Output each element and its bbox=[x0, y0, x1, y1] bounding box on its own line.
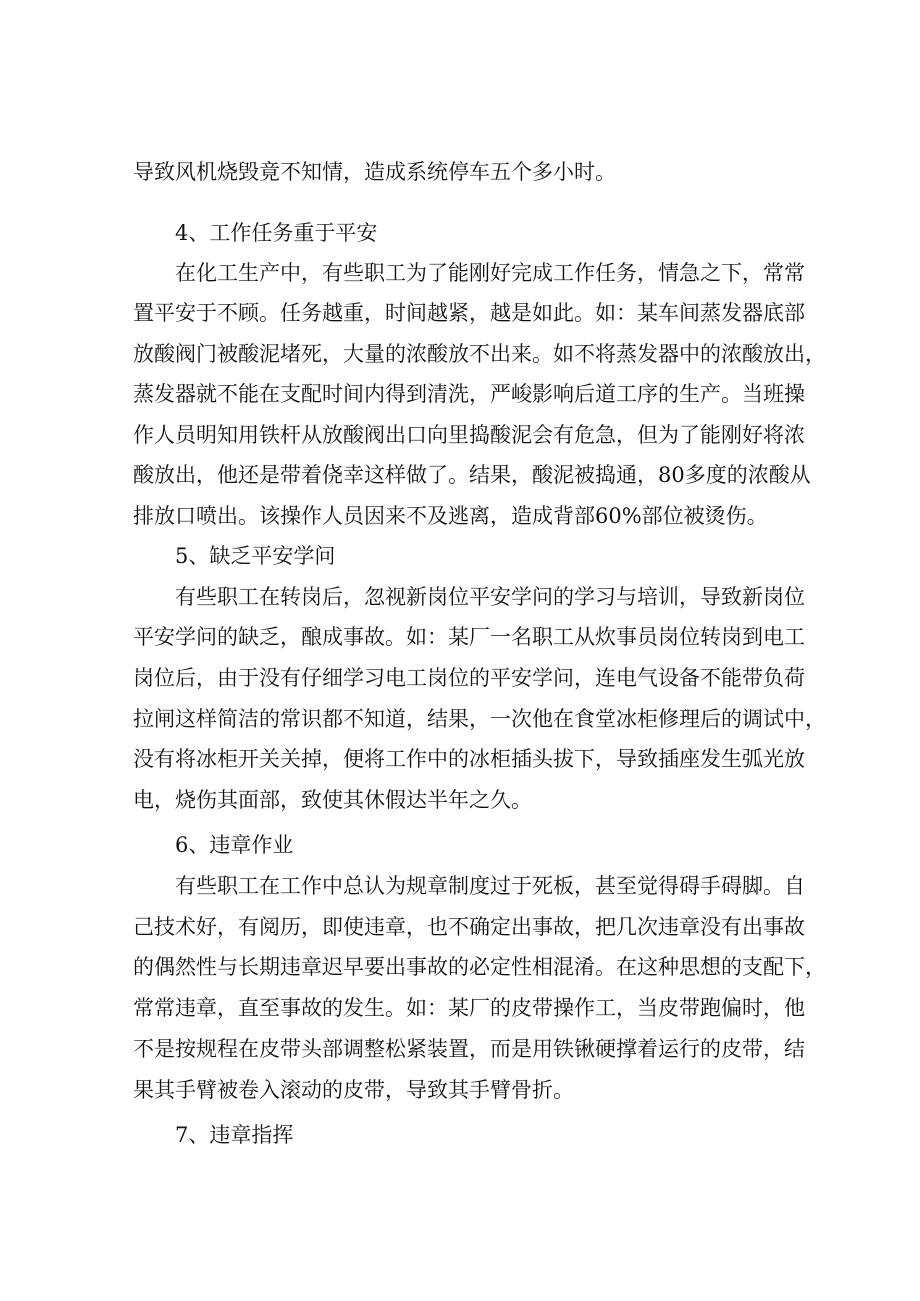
paragraph-line: 导致风机烧毁竟不知情，造成系统停车五个多小时。 bbox=[133, 160, 616, 184]
paragraph-line: 置平安于不顾。任务越重，时间越紧，越是如此。如：某车间蒸发器底部 bbox=[133, 301, 805, 325]
paragraph-line: 的偶然性与长期违章迟早要出事故的必定性相混淆。在这种思想的支配下， bbox=[133, 955, 826, 979]
paragraph-line: 拉闸这样简洁的常识都不知道，结果，一次他在食堂冰柜修理后的调试中， bbox=[133, 707, 826, 731]
paragraph-line: 没有将冰柜开关关掉，便将工作中的冰柜插头拔下，导致插座发生弧光放 bbox=[133, 747, 805, 771]
paragraph-line: 岗位后，由于没有仔细学习电工岗位的平安学问，连电气设备不能带负荷 bbox=[133, 666, 805, 690]
paragraph-line: 作人员明知用铁杆从放酸阀出口向里捣酸泥会有危急，但为了能刚好将浓 bbox=[133, 423, 805, 447]
section-heading: 7、违章指挥 bbox=[175, 1123, 294, 1147]
paragraph-line: 常常违章，直至事故的发生。如：某厂的皮带操作工，当皮带跑偏时，他 bbox=[133, 996, 805, 1020]
section-heading: 5、缺乏平安学问 bbox=[175, 544, 336, 568]
paragraph-line: 平安学问的缺乏，酿成事故。如：某厂一名职工从炊事员岗位转岗到电工 bbox=[133, 625, 805, 649]
paragraph-line: 酸放出，他还是带着侥幸这样做了。结果，酸泥被捣通，80多度的浓酸从 bbox=[133, 463, 811, 487]
paragraph-line: 电，烧伤其面部，致使其休假达半年之久。 bbox=[133, 788, 532, 812]
section-heading: 4、工作任务重于平安 bbox=[175, 221, 378, 245]
paragraph-line: 有些职工在转岗后，忽视新岗位平安学问的学习与培训，导致新岗位 bbox=[175, 585, 805, 609]
paragraph-line: 不是按规程在皮带头部调整松紧装置，而是用铁锹硬撑着运行的皮带，结 bbox=[133, 1037, 805, 1061]
paragraph-line: 有些职工在工作中总认为规章制度过于死板，甚至觉得碍手碍脚。自 bbox=[175, 874, 805, 898]
paragraph-line: 在化工生产中，有些职工为了能刚好完成工作任务，情急之下，常常 bbox=[175, 261, 805, 285]
paragraph-line: 放酸阀门被酸泥堵死，大量的浓酸放不出来。如不将蒸发器中的浓酸放出， bbox=[133, 342, 826, 366]
paragraph-line: 己技术好，有阅历，即使违章，也不确定出事故，把几次违章没有出事故 bbox=[133, 915, 805, 939]
paragraph-line: 蒸发器就不能在支配时间内得到清洗，严峻影响后道工序的生产。当班操 bbox=[133, 382, 805, 406]
paragraph-line: 排放口喷出。该操作人员因来不及逃离，造成背部60%部位被烫伤。 bbox=[133, 504, 768, 528]
section-heading: 6、违章作业 bbox=[175, 833, 294, 857]
paragraph-line: 果其手臂被卷入滚动的皮带，导致其手臂骨折。 bbox=[133, 1078, 574, 1102]
